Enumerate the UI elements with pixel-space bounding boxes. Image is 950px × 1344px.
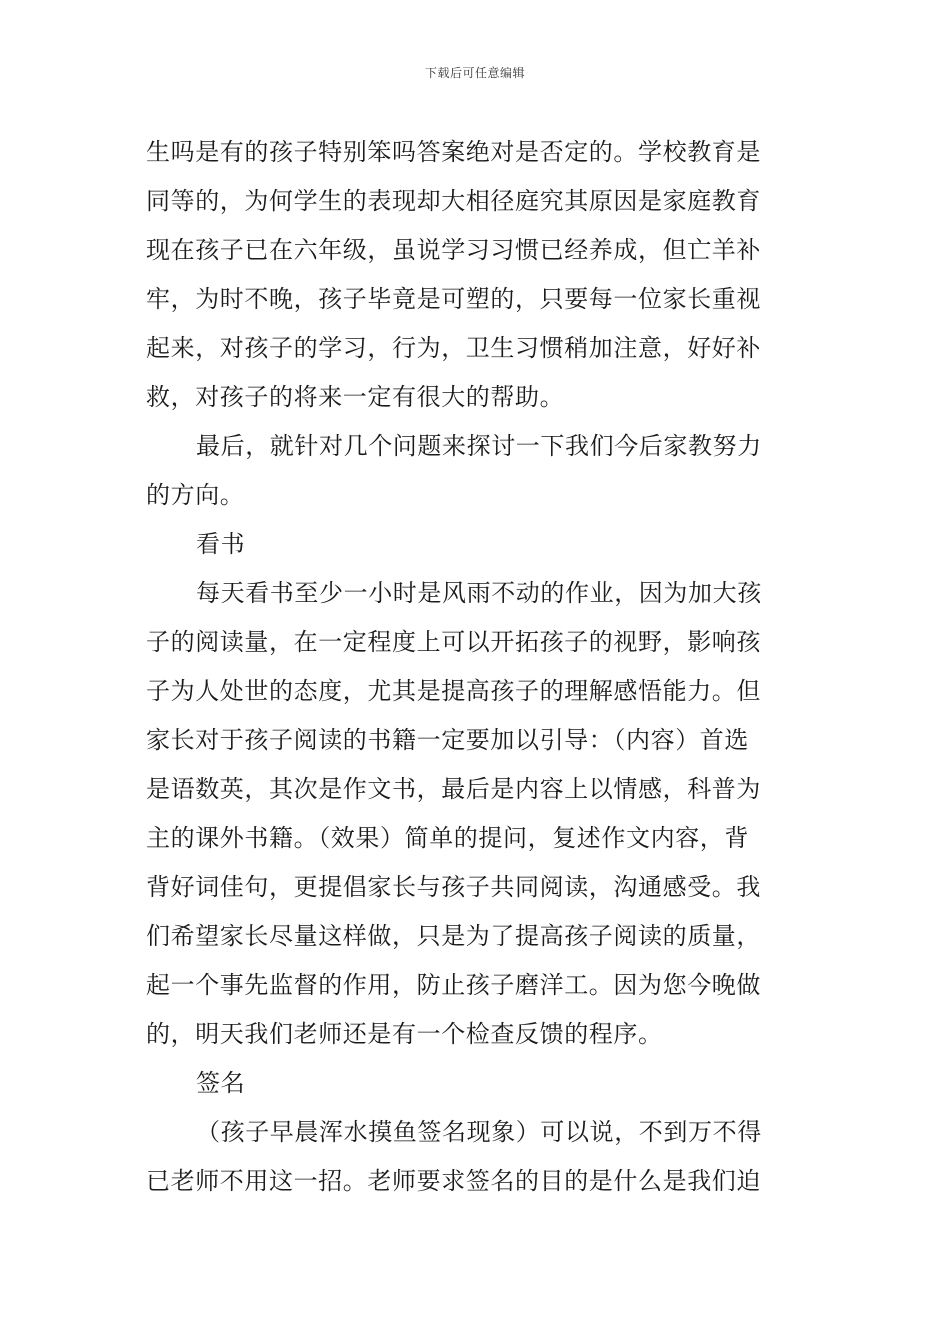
document-body [146, 128, 808, 1206]
paragraph-line: 子的阅读量，在一定程度上可以开拓孩子的视野，影响孩 [146, 628, 761, 656]
paragraph-line: 每天看书至少一小时是风雨不动的作业，因为加大孩 [196, 579, 762, 607]
paragraph-line: 已老师不用这一招。老师要求签名的目的是什么是我们迫 [146, 1167, 761, 1195]
paragraph-line: 们希望家长尽量这样做，只是为了提高孩子阅读的质量， [146, 922, 761, 950]
section-heading-signature: 签名 [196, 1069, 246, 1097]
paragraph-line: 起一个事先监督的作用，防止孩子磨洋工。因为您今晚做 [146, 971, 761, 999]
page-header: 下载后可任意编辑 [424, 66, 525, 80]
paragraph-line: 的，明天我们老师还是有一个检查反馈的程序。 [146, 1020, 663, 1048]
paragraph-line: 子为人处世的态度，尤其是提高孩子的理解感悟能力。但 [146, 677, 761, 705]
paragraph-line: 同等的，为何学生的表现却大相径庭究其原因是家庭教育 [146, 187, 761, 215]
paragraph-line: 生吗是有的孩子特别笨吗答案绝对是否定的。学校教育是 [146, 138, 761, 166]
paragraph-line: 主的课外书籍。（效果）简单的提问，复述作文内容，背 [146, 824, 749, 852]
paragraph-line: 现在孩子已在六年级，虽说学习习惯已经养成，但亡羊补 [146, 236, 761, 264]
paragraph-line: 救，对孩子的将来一定有很大的帮助。 [146, 383, 565, 411]
paragraph-line: （孩子早晨浑水摸鱼签名现象）可以说，不到万不得 [196, 1118, 762, 1146]
section-heading-reading: 看书 [196, 530, 246, 558]
paragraph-line: 最后，就针对几个问题来探讨一下我们今后家教努力 [196, 432, 762, 460]
paragraph-line: 起来，对孩子的学习，行为，卫生习惯稍加注意，好好补 [146, 334, 761, 362]
paragraph-line: 家长对于孩子阅读的书籍一定要加以引导：（内容）首选 [146, 726, 749, 754]
paragraph-line: 是语数英，其次是作文书，最后是内容上以情感，科普为 [146, 775, 761, 803]
paragraph-line: 背好词佳句，更提倡家长与孩子共同阅读，沟通感受。我 [146, 873, 761, 901]
paragraph-line: 的方向。 [146, 481, 245, 509]
paragraph-line: 牢，为时不晚，孩子毕竟是可塑的，只要每一位家长重视 [146, 285, 761, 313]
